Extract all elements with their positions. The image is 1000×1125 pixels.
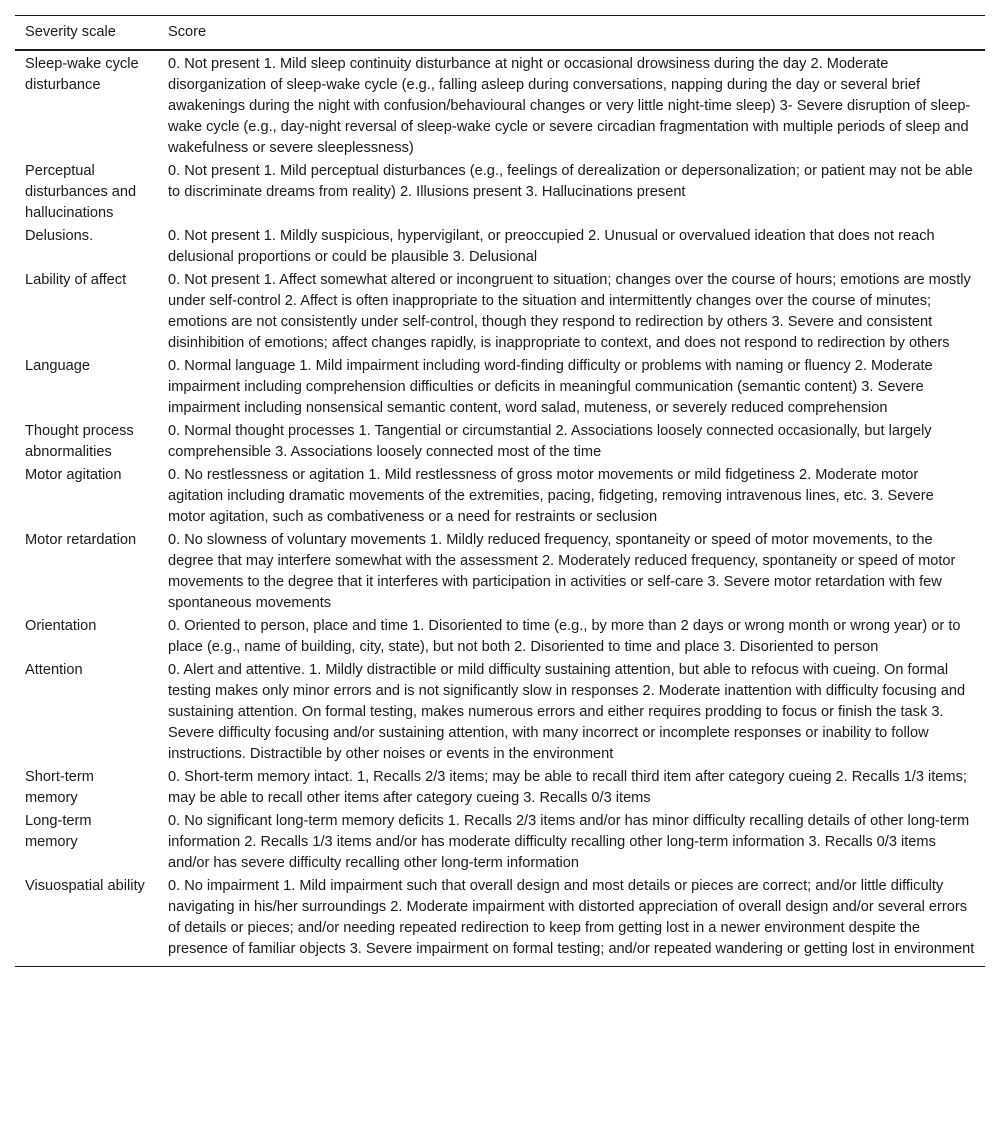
row-score-language: 0. Normal language 1. Mild impairment including word-finding difficulty or problems with naming or fluency 2. Moderate impairment including comprehension difficulties or deficits in meaningful communication (semantic content) 3. Severe impairment including nonsensical semantic content, word salad, muteness, or severely reduced comprehension (168, 358, 933, 416)
table-row (15, 659, 985, 766)
header-severity-scale: Severity scale (25, 24, 116, 40)
table-row (15, 50, 985, 160)
table-row (15, 810, 985, 875)
table-row (15, 160, 985, 225)
row-score-motor-retardation: 0. No slowness of voluntary movements 1. Mildly reduced frequency, spontaneity or speed of motor movements, to the degree that may interfere somewhat with the assessment 2. Moderately reduced frequency, spontaneity or speed of motor movements to the degree that it interferes with participation in activities or self-care 3. Severe motor retardation with few spontaneous movements (168, 532, 956, 611)
table-body (15, 50, 985, 967)
row-score-thought-process: 0. Normal thought processes 1. Tangential or circumstantial 2. Associations loosely connected occasionally, but largely comprehensible 3. Associations loosely connected most of the time (168, 423, 932, 460)
row-score-long-term-memory: 0. No significant long-term memory deficits 1. Recalls 2/3 items and/or has minor difficulty recalling details of other long-term information 2. Recalls 1/3 items and/or has moderate difficulty recalling other long-term information 3. Recalls 0/3 items and/or has severe difficulty recalling other long-term information (168, 813, 970, 871)
table-row (15, 529, 985, 615)
row-scale-language: Language (25, 358, 90, 374)
row-score-lability: 0. Not present 1. Affect somewhat altered or incongruent to situation; changes over the course of hours; emotions are mostly under self-control 2. Affect is often inappropriate to the situation and intermittently changes over the course of minutes; emotions are not consistently under self-control, though they respond to redirection by others 3. Severe and consistent disinhibition of emotions; affect changes rapidly, is inappropriate to context, and does not respond to redirection by others (168, 272, 971, 351)
row-score-sleep-wake: 0. Not present 1. Mild sleep continuity disturbance at night or occasional drowsiness during the day 2. Moderate disorganization of sleep-wake cycle (e.g., falling asleep during conversations, napping during the day or several brief awakenings during the night with confusion/behavioural changes or very little night-time sleep) 3- Severe disruption of sleep-wake cycle (e.g., day-night reversal of sleep-wake cycle or severe circadian fragmentation with multiple periods of sleep and wakefulness or severe sleeplessness) (168, 56, 971, 156)
row-scale-perceptual: Perceptual disturbances and hallucinations (25, 163, 137, 221)
row-scale-short-term-memory: Short-term memory (25, 769, 94, 806)
table-row (15, 875, 985, 967)
table-header (15, 16, 985, 51)
row-scale-visuospatial: Visuospatial ability (25, 878, 145, 894)
header-score: Score (168, 24, 207, 40)
header-row (15, 16, 985, 51)
row-score-orientation: 0. Oriented to person, place and time 1. Disoriented to time (e.g., by more than 2 days or wrong month or wrong year) or to place (e.g., name of building, city, state), but not both 2. Disoriented to time and place 3. Disoriented to person (168, 618, 961, 655)
row-scale-sleep-wake: Sleep-wake cycle disturbance (25, 56, 139, 93)
row-scale-motor-agitation: Motor agitation (25, 467, 122, 483)
row-score-delusions: 0. Not present 1. Mildly suspicious, hypervigilant, or preoccupied 2. Unusual or overvalued ideation that does not reach delusional proportions or could be plausible 3. Delusional (168, 228, 935, 265)
row-scale-attention: Attention (25, 662, 83, 678)
row-scale-thought-process: Thought process abnormalities (25, 423, 134, 460)
row-scale-motor-retardation: Motor retardation (25, 532, 137, 548)
severity-table-container (15, 15, 985, 967)
severity-table (15, 15, 985, 967)
row-score-motor-agitation: 0. No restlessness or agitation 1. Mild restlessness of gross motor movements or mild fidgetiness 2. Moderate motor agitation including dramatic movements of the extremities, pacing, fidgeting, removing intravenous lines, etc. 3. Severe motor agitation, such as combativeness or a need for restraints or seclusion (168, 467, 934, 525)
table-row (15, 615, 985, 659)
table-row (15, 420, 985, 464)
row-score-attention: 0. Alert and attentive. 1. Mildly distractible or mild difficulty sustaining attention, but able to refocus with cueing. On formal testing makes only minor errors and is not significantly slow in responses 2. Moderate inattention with difficulty focusing and sustaining attention. On formal testing, makes numerous errors and either requires prodding to focus or finish the task 3. Severe difficulty focusing and/or sustaining attention, with many incorrect or incomplete responses or inability to follow instructions. Distractible by other noises or events in the environment (168, 662, 966, 762)
table-row (15, 355, 985, 420)
row-scale-delusions: Delusions. (25, 228, 94, 244)
row-score-perceptual: 0. Not present 1. Mild perceptual disturbances (e.g., feelings of derealization or depersonalization; or patient may not be able to discriminate dreams from reality) 2. Illusions present 3. Hallucinations present (168, 163, 973, 200)
row-scale-orientation: Orientation (25, 618, 97, 634)
table-row (15, 269, 985, 355)
row-score-visuospatial: 0. No impairment 1. Mild impairment such that overall design and most details or pieces are correct; and/or little difficulty navigating in his/her surroundings 2. Moderate impairment with distorted appreciation of overall design and/or several errors of details or pieces; and/or needing repeated redirection to keep from getting lost in a newer environment despite the presence of familiar objects 3. Severe impairment on formal testing; and/or repeated wandering or getting lost in environment (168, 878, 975, 957)
table-row (15, 225, 985, 269)
row-scale-lability: Lability of affect (25, 272, 127, 288)
row-score-short-term-memory: 0. Short-term memory intact. 1, Recalls 2/3 items; may be able to recall third item after category cueing 2. Recalls 1/3 items; may be able to recall other items after category cueing 3. Recalls 0/3 items (168, 769, 967, 806)
row-scale-long-term-memory: Long-term memory (25, 813, 92, 850)
table-row (15, 464, 985, 529)
table-row (15, 766, 985, 810)
